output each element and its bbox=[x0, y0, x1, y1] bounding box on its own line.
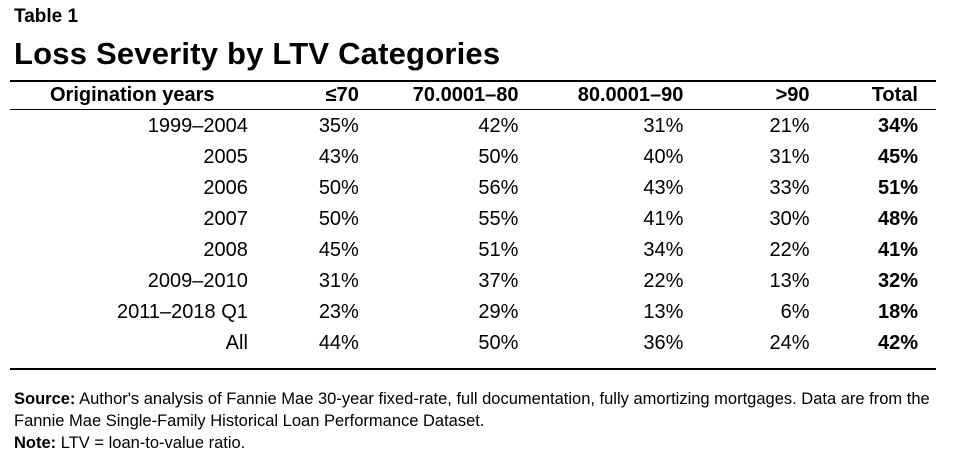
value-cell: 50% bbox=[318, 177, 359, 199]
row-label-cell: 1999–2004 bbox=[147, 115, 248, 137]
value-cell: 45% bbox=[877, 146, 918, 168]
column-header: 80.0001–90 bbox=[577, 84, 684, 106]
value-cell: 31% bbox=[318, 270, 359, 292]
value-cell: 43% bbox=[318, 146, 359, 168]
row-label-cell: 2011–2018 Q1 bbox=[117, 301, 248, 323]
table-body bbox=[10, 109, 936, 359]
value-cell: 32% bbox=[877, 270, 918, 292]
value-cell: 55% bbox=[478, 208, 519, 230]
value-cell: 23% bbox=[318, 301, 359, 323]
table-header-row bbox=[10, 82, 936, 109]
value-cell: 40% bbox=[643, 146, 684, 168]
bottom-rule bbox=[10, 368, 936, 370]
column-header: Origination years bbox=[50, 84, 215, 106]
value-cell: 34% bbox=[877, 115, 918, 137]
column-header: Total bbox=[871, 84, 918, 106]
value-cell: 21% bbox=[769, 115, 810, 137]
column-header: 70.0001–80 bbox=[412, 84, 519, 106]
value-cell: 44% bbox=[318, 332, 359, 354]
table-row bbox=[10, 266, 936, 297]
value-cell: 43% bbox=[643, 177, 684, 199]
value-cell: 48% bbox=[877, 208, 918, 230]
table-row bbox=[10, 109, 936, 142]
source-note bbox=[14, 388, 944, 454]
value-cell: 36% bbox=[643, 332, 684, 354]
value-cell: 41% bbox=[643, 208, 684, 230]
value-cell: 6% bbox=[780, 301, 810, 323]
source-line bbox=[14, 388, 944, 432]
value-cell: 51% bbox=[478, 239, 519, 261]
value-cell: 13% bbox=[643, 301, 684, 323]
note-label: Note: bbox=[14, 434, 57, 452]
value-cell: 33% bbox=[769, 177, 810, 199]
value-cell: 18% bbox=[877, 301, 918, 323]
table-row bbox=[10, 142, 936, 173]
value-cell: 35% bbox=[318, 115, 359, 137]
value-cell: 22% bbox=[769, 239, 810, 261]
value-cell: 50% bbox=[318, 208, 359, 230]
value-cell: 42% bbox=[478, 115, 519, 137]
row-label-cell: 2007 bbox=[203, 208, 248, 230]
value-cell: 50% bbox=[478, 146, 519, 168]
table-title: Loss Severity by LTV Categories bbox=[14, 36, 501, 71]
row-label-cell: All bbox=[225, 332, 248, 354]
source-text: Author's analysis of Fannie Mae 30-year fixed-rate, full documentation, fully amortizing mortgages. Data are from the Fannie Mae Single-Family Historical Loan Performance Dataset. bbox=[14, 390, 930, 430]
value-cell: 42% bbox=[877, 332, 918, 354]
loss-severity-table bbox=[10, 82, 936, 359]
value-cell: 41% bbox=[877, 239, 918, 261]
table-row bbox=[10, 173, 936, 204]
value-cell: 22% bbox=[643, 270, 684, 292]
table-row bbox=[10, 235, 936, 266]
value-cell: 31% bbox=[643, 115, 684, 137]
row-label-cell: 2006 bbox=[203, 177, 248, 199]
column-header: ≤70 bbox=[325, 84, 359, 106]
value-cell: 34% bbox=[643, 239, 684, 261]
row-label-cell: 2005 bbox=[203, 146, 248, 168]
value-cell: 24% bbox=[769, 332, 810, 354]
row-label-cell: 2009–2010 bbox=[147, 270, 248, 292]
note-text: LTV = loan-to-value ratio. bbox=[60, 434, 246, 452]
column-header: >90 bbox=[775, 84, 810, 106]
value-cell: 37% bbox=[478, 270, 519, 292]
table-row bbox=[10, 297, 936, 328]
value-cell: 50% bbox=[478, 332, 519, 354]
value-cell: 29% bbox=[478, 301, 519, 323]
source-label: Source: bbox=[14, 390, 76, 408]
row-label-cell: 2008 bbox=[203, 239, 248, 261]
table-label: Table 1 bbox=[14, 6, 79, 27]
value-cell: 51% bbox=[877, 177, 918, 199]
value-cell: 13% bbox=[769, 270, 810, 292]
value-cell: 31% bbox=[769, 146, 810, 168]
table-row bbox=[10, 204, 936, 235]
value-cell: 45% bbox=[318, 239, 359, 261]
value-cell: 56% bbox=[478, 177, 519, 199]
note-line bbox=[14, 432, 944, 454]
value-cell: 30% bbox=[769, 208, 810, 230]
table-row bbox=[10, 328, 936, 359]
